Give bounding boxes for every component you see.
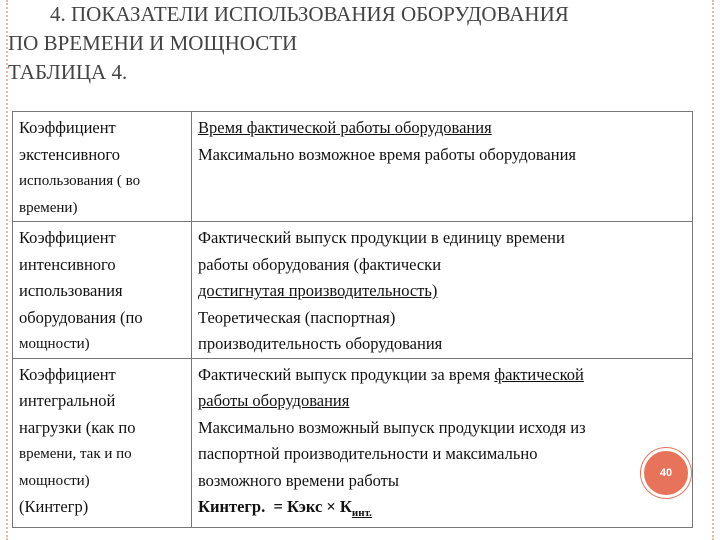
label-line: мощности) (19, 472, 90, 489)
denominator-line: Теоретическая (паспортная) (198, 307, 396, 327)
numerator-line: достигнутая производительность) (198, 281, 438, 300)
formula-text: Кинтегр. = Кэкс × К (198, 497, 352, 516)
denominator-line: производительность оборудования (198, 334, 443, 353)
label-line: интенсивного (19, 254, 116, 274)
formula-subscript: инт. (351, 507, 372, 519)
table-row (13, 222, 693, 359)
title-line-3: ТАБЛИЦА 4. (8, 60, 128, 84)
numerator-line (198, 362, 686, 389)
row-2-label (13, 222, 192, 359)
table-row (13, 112, 693, 222)
page-number-badge: 40 (641, 448, 691, 498)
denominator-line: паспортной производительности и максимально (198, 444, 538, 463)
title-line-2: ПО ВРЕМЕНИ И МОЩНОСТИ (8, 31, 298, 55)
title-line-1: 4. ПОКАЗАТЕЛИ ИСПОЛЬЗОВАНИЯ ОБОРУДОВАНИЯ (50, 2, 569, 26)
row-3-label (13, 358, 192, 527)
indicators-table (12, 111, 693, 528)
label-line: оборудования (по (19, 307, 143, 327)
row-2-formula (192, 222, 693, 359)
numerator-line: работы оборудования (198, 391, 350, 410)
denominator-line: Максимально возможный выпуск продукции исходя из (198, 417, 586, 437)
numerator-text: Фактический выпуск продукции за время (198, 364, 495, 384)
slide-title (8, 0, 708, 87)
label-line: времени) (19, 199, 78, 216)
numerator-line: работы оборудования (фактически (198, 254, 442, 274)
row-1-formula (192, 112, 693, 222)
label-line: Коэффициент (19, 228, 116, 247)
label-line: Коэффициент (19, 364, 116, 384)
label-line: мощности) (19, 336, 90, 352)
label-line: использования ( во (19, 173, 141, 189)
row-3-formula (192, 358, 693, 527)
table-row (13, 358, 693, 527)
numerator: Время фактической работы оборудования (198, 118, 492, 137)
numerator-line: Фактический выпуск продукции в единицу времени (198, 228, 565, 247)
slide-border-right (712, 0, 714, 540)
label-line: нагрузки (как по (19, 417, 136, 437)
label-line: (Кинтегр) (19, 497, 89, 516)
denominator-line: возможного времени работы (198, 470, 399, 490)
label-line: экстенсивного (19, 144, 121, 164)
integral-formula (198, 494, 686, 527)
label-line: Коэффициент (19, 118, 116, 137)
row-1-label (13, 112, 192, 222)
denominator: Максимально возможное время работы оборудования (198, 144, 577, 164)
label-line: времени, так и по (19, 446, 132, 462)
label-line: использования (19, 281, 123, 300)
numerator-text-underlined: фактической (494, 364, 584, 384)
label-line: интегральной (19, 391, 116, 410)
